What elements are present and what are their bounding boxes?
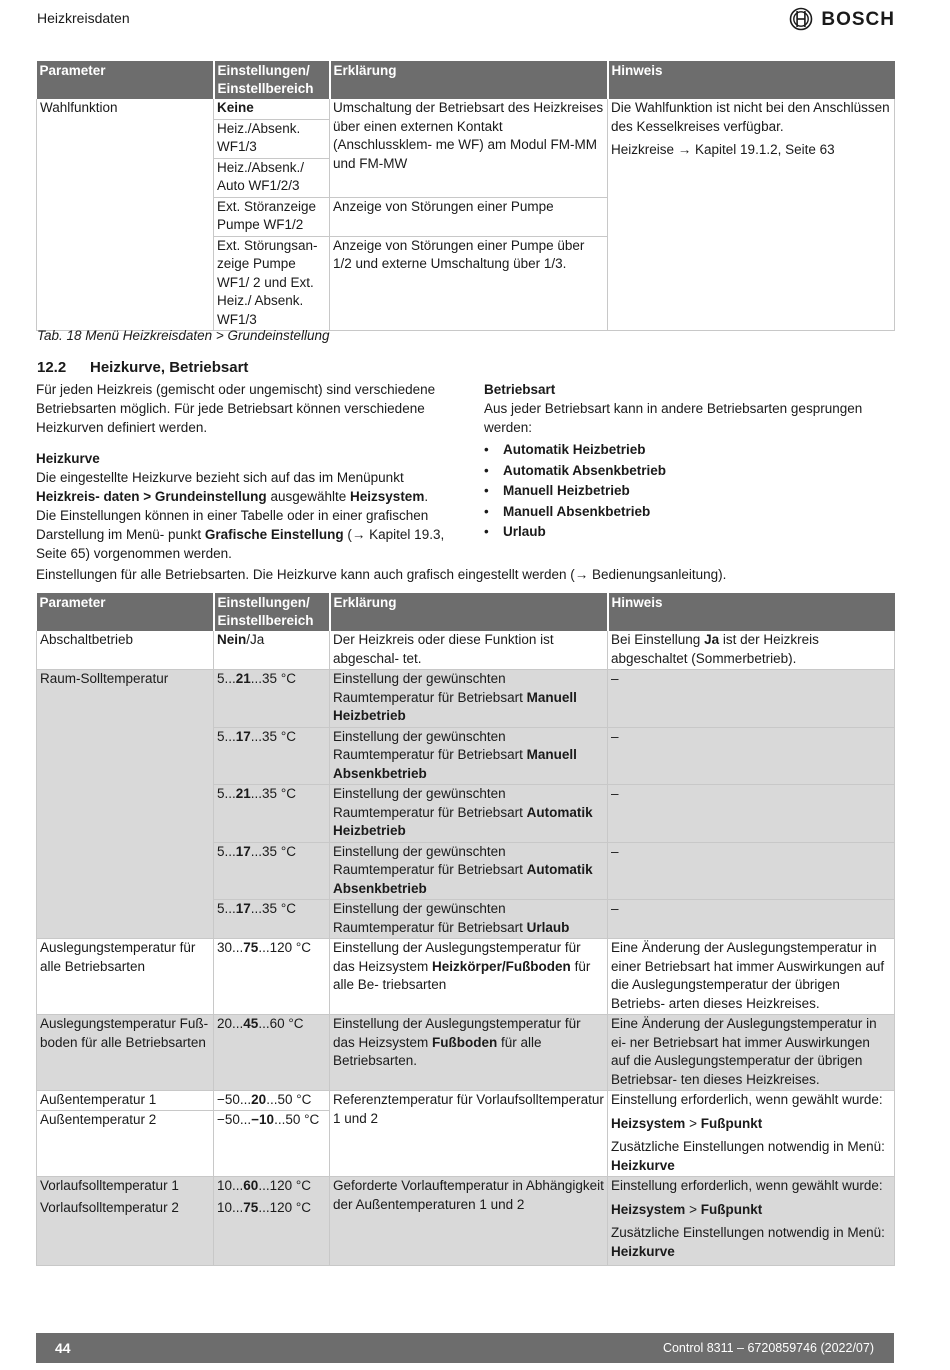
heizkurve-text-1: Die eingestellte Heizkurve bezieht sich auf das im Menüpunkt: [36, 470, 404, 485]
range-min: 5...: [217, 786, 236, 801]
list-item: • Urlaub: [484, 522, 904, 543]
col-header-hint: Hinweis: [608, 593, 895, 631]
hint-bold: Heizsystem: [611, 1201, 686, 1217]
explain-text: Einstellung der Auslegungstemperatur für das Heizsystem: [333, 1016, 581, 1050]
table-row: [37, 1091, 895, 1177]
col-header-explanation: Erklärung: [330, 61, 608, 99]
table-row: [37, 670, 895, 728]
bosch-logo: [789, 7, 895, 31]
range-default: 17: [235, 901, 251, 916]
setting-aussen-2: [214, 1110, 329, 1130]
setting-vorlauf-2: [217, 1199, 326, 1218]
range-default: 17: [235, 728, 251, 744]
param-cell: Auslegungstemperatur Fuß- boden für alle Betriebsarten: [37, 1015, 214, 1091]
setting-cell: [214, 727, 330, 785]
range-min: 5...: [217, 671, 236, 686]
setting-default: Keine: [217, 100, 254, 115]
explain-cell: Geforderte Vorlauftemperatur in Abhängigkeit der Außentemperaturen 1 und 2: [330, 1177, 608, 1266]
betriebsart-heading: Betriebsart: [484, 382, 556, 397]
range-min: 30...: [217, 940, 244, 955]
setting-cell: [214, 631, 330, 670]
hint-path: [611, 1115, 891, 1134]
setting-cell: [214, 1015, 330, 1091]
explain-text: für alle Betriebsarten.: [333, 1034, 542, 1068]
col-header-parameter: Parameter: [37, 593, 214, 631]
range-max: ...60 °C: [258, 1016, 304, 1031]
range-default: 21: [235, 671, 251, 686]
range-min: −50...: [217, 1092, 252, 1107]
range-max: ...50 °C: [266, 1092, 312, 1107]
setting-cell: [214, 900, 330, 939]
table-row: [37, 99, 895, 119]
hint-bold: Ja: [704, 632, 720, 647]
param-cell: Auslegungstemperatur für alle Betriebsarten: [37, 939, 214, 1015]
intro-paragraph: Für jeden Heizkreis (gemischt oder ungemischt) sind verschiedene Betriebsarten möglich. Für jede Betriebsart können verschiedene Heizkurven definiert werden.: [36, 382, 436, 435]
col-header-settings: Einstellungen/ Einstellbereich: [214, 61, 330, 99]
page-number: 44: [55, 1339, 71, 1356]
section-heading: [37, 358, 248, 377]
explain-cell: [330, 1015, 608, 1091]
mode-list: [484, 440, 904, 543]
hint-text: Zusätzliche Einstellungen notwendig in Menü:: [611, 1225, 885, 1240]
range-min: 5...: [217, 728, 236, 744]
hint-cell: [608, 1177, 895, 1266]
hint-cell: –: [608, 900, 895, 939]
param-cell: Wahlfunktion: [37, 99, 214, 331]
betriebsart-text: Aus jeder Betriebsart kann in andere Betriebsarten gesprungen werden:: [484, 401, 863, 435]
explain-mode: Urlaub: [526, 919, 570, 935]
hint-path: [611, 1201, 891, 1220]
range-max: ...35 °C: [250, 728, 296, 744]
setting-cell: Ext. Störanzeige Pumpe WF1/2: [214, 197, 330, 236]
range-max: ...35 °C: [250, 843, 296, 859]
range-max: ...120 °C: [258, 1199, 311, 1215]
explain-mode: Automatik Heizbetrieb: [333, 804, 593, 838]
explain-cell: [330, 727, 608, 785]
setting-cell: [214, 785, 330, 843]
setting-cell: [214, 939, 330, 1015]
range-default: 17: [235, 843, 251, 859]
setting-cell: Heiz./Absenk./ Auto WF1/2/3: [214, 158, 330, 197]
explain-cell: [330, 670, 608, 728]
bosch-armature-icon: [789, 7, 813, 31]
range-default: 45: [243, 1016, 259, 1031]
list-item: • Automatik Absenkbetrieb: [484, 461, 904, 482]
table-row: [37, 1177, 895, 1266]
param-aussen-1: Außentemperatur 1: [40, 1092, 157, 1107]
range-min: 5...: [217, 901, 236, 916]
setting-default: Nein: [217, 632, 247, 647]
hint-text: Zusätzliche Einstellungen notwendig in Menü:: [611, 1139, 885, 1154]
heizkurve-text-3: . Die Einstellungen können in einer Tabelle oder in einer grafischen Darstellung im Menü- punkt: [36, 489, 429, 542]
range-max: ...35 °C: [250, 901, 296, 916]
range-max: ...35 °C: [250, 786, 296, 801]
page-header-title: Heizkreisdaten: [37, 10, 130, 26]
list-item: • Manuell Heizbetrieb: [484, 481, 904, 502]
explain-cell: Anzeige von Störungen einer Pumpe über 1/2 und externe Umschaltung über 1/3.: [330, 236, 608, 331]
setting-cell: [214, 670, 330, 728]
param-vorlauf-1: Vorlaufsolltemperatur 1: [40, 1178, 179, 1193]
heizkurve-text-2: ausgewählte: [270, 489, 347, 504]
setting-range: /Ja: [246, 632, 265, 647]
range-default: −10: [251, 1111, 275, 1127]
document-reference: Control 8311 – 6720859746 (2022/07): [662, 1340, 874, 1355]
hint-text: Einstellung erforderlich, wenn gewählt wurde:: [611, 1092, 883, 1107]
hint-link: Heizkreise → Kapitel 19.1.2, Seite 63: [611, 142, 835, 157]
heizkurve-text-4: (→ Kapitel 19.3, Seite 65) vorgenommen werden.: [36, 527, 445, 561]
setting-cell: [214, 99, 330, 119]
explain-text: Einstellung der gewünschten Raumtemperatur für Betriebsart: [333, 901, 523, 935]
explain-bold: Heizkörper/Fußboden: [432, 958, 571, 974]
hint-cell: –: [608, 785, 895, 843]
param-cell: Abschaltbetrieb: [37, 631, 214, 670]
hint-cell: Eine Änderung der Auslegungstemperatur in ei- ner Betriebsart hat immer Auswirkungen auf die Auslegungstemperatur der übrigen Betriebsar- ten dieses Heizkreises.: [608, 1015, 895, 1091]
setting-cell: [214, 1091, 330, 1177]
range-min: 10...: [217, 1178, 244, 1193]
setting-vorlauf-1: [217, 1177, 326, 1196]
heizkurve-grafische: Grafische Einstellung: [204, 527, 344, 542]
setting-cell: [214, 1177, 330, 1266]
table-heizkurve: [36, 593, 895, 1266]
hint-text: ist der Heizkreis abgeschaltet (Sommerbetrieb).: [611, 632, 819, 666]
range-max: ...35 °C: [250, 671, 296, 686]
range-default: 75: [243, 1199, 259, 1215]
setting-cell: Heiz./Absenk. WF1/3: [214, 119, 330, 158]
hint-sep: >: [689, 1115, 697, 1131]
page-footer: [36, 1333, 894, 1363]
hint-cell: Eine Änderung der Auslegungstemperatur in einer Betriebsart hat immer Auswirkungen auf die Auslegungstemperatur der übrigen Betriebs- arten dieses Heizkreises.: [608, 939, 895, 1015]
settings-intro-line: Einstellungen für alle Betriebsarten. Die Heizkurve kann auch grafisch eingestellt werden (→ Bedienungsanleitung).: [36, 567, 727, 582]
section-number: 12.2: [37, 359, 67, 376]
hint-text: Die Wahlfunktion ist nicht bei den Anschlüssen des Kesselkreises verfügbar.: [611, 100, 890, 134]
col-header-explanation: Erklärung: [330, 593, 608, 631]
explain-cell: Der Heizkreis oder diese Funktion ist abgeschal- tet.: [330, 631, 608, 670]
hint-bold: Fußpunkt: [700, 1201, 763, 1217]
hint-cell: –: [608, 670, 895, 728]
hint-bold: Heizkurve: [611, 1157, 675, 1173]
right-column: [484, 380, 904, 543]
range-default: 75: [243, 940, 259, 955]
range-max: ...50 °C: [274, 1111, 320, 1127]
table-header-row: [37, 61, 895, 99]
heizkurve-menu-ref: Heizkreis- daten > Grundeinstellung: [36, 489, 267, 504]
hint-text: Einstellung erforderlich, wenn gewählt wurde:: [611, 1178, 883, 1193]
hint-cell: –: [608, 727, 895, 785]
setting-cell: Ext. Störungsan- zeige Pumpe WF1/ 2 und Ext. Heiz./ Absenk. WF1/3: [214, 236, 330, 331]
range-max: ...120 °C: [258, 940, 311, 955]
range-min: 20...: [217, 1016, 244, 1031]
hint-bold: Fußpunkt: [700, 1115, 763, 1131]
list-item: • Automatik Heizbetrieb: [484, 440, 904, 461]
range-default: 60: [243, 1178, 259, 1193]
explain-cell: [330, 900, 608, 939]
param-aussen-2: Außentemperatur 2: [37, 1110, 213, 1130]
explain-cell: [330, 785, 608, 843]
range-max: ...120 °C: [258, 1178, 311, 1193]
section-title: Heizkurve, Betriebsart: [90, 359, 249, 376]
hint-cell: –: [608, 842, 895, 900]
explain-cell: Umschaltung der Betriebsart des Heizkreises über einen externen Kontakt (Anschlussklem- me WF) am Modul FM-MM und FM-MW: [330, 99, 608, 197]
col-header-settings: Einstellungen/ Einstellbereich: [214, 593, 330, 631]
heizkurve-paragraph: [36, 468, 448, 563]
heizkurve-heizsystem: Heizsystem: [350, 489, 425, 504]
explain-text: Einstellung der gewünschten Raumtemperatur für Betriebsart: [333, 843, 523, 877]
explain-text: für alle Be- triebsarten: [333, 958, 591, 992]
table-row: [37, 631, 895, 670]
explain-mode: Manuell Absenkbetrieb: [333, 747, 577, 781]
param-cell: [37, 1177, 214, 1266]
setting-aussen-1: [217, 1091, 326, 1110]
explain-cell: Referenztemperatur für Vorlaufsolltemperatur 1 und 2: [330, 1091, 608, 1177]
hint-cell: [608, 99, 895, 331]
heizkurve-heading: Heizkurve: [36, 451, 100, 466]
hint-cell: [608, 631, 895, 670]
explain-cell: Anzeige von Störungen einer Pumpe: [330, 197, 608, 236]
range-min: −50...: [217, 1111, 252, 1127]
param-vorlauf-2: Vorlaufsolltemperatur 2: [40, 1199, 179, 1215]
table-caption: Tab. 18 Menü Heizkreisdaten > Grundeinstellung: [37, 328, 330, 343]
hint-bold: Heizsystem: [611, 1115, 686, 1131]
table-header-row: [37, 593, 895, 631]
explain-text: Einstellung der gewünschten Raumtemperatur für Betriebsart: [333, 671, 523, 705]
explain-mode: Manuell Heizbetrieb: [333, 689, 577, 723]
setting-cell: [214, 842, 330, 900]
col-header-hint: Hinweis: [608, 61, 895, 99]
left-column: [36, 380, 448, 563]
param-cell: [37, 1091, 214, 1177]
explain-text: Einstellung der Auslegungstemperatur für das Heizsystem: [333, 940, 581, 974]
table-row: [37, 1015, 895, 1091]
hint-cell: [608, 1091, 895, 1177]
table-row: [37, 939, 895, 1015]
explain-cell: [330, 939, 608, 1015]
explain-text: Einstellung der gewünschten Raumtemperatur für Betriebsart: [333, 786, 523, 820]
col-header-parameter: Parameter: [37, 61, 214, 99]
range-default: 20: [251, 1092, 267, 1107]
range-min: 10...: [217, 1199, 244, 1215]
brand-name: BOSCH: [821, 8, 895, 30]
param-cell: Raum-Solltemperatur: [37, 670, 214, 939]
range-default: 21: [235, 786, 251, 801]
list-item: • Manuell Absenkbetrieb: [484, 502, 904, 523]
explain-bold: Fußboden: [432, 1034, 498, 1050]
hint-bold: Heizkurve: [611, 1243, 675, 1259]
explain-mode: Automatik Absenkbetrieb: [333, 862, 593, 896]
table-grundeinstellung: [36, 61, 895, 331]
explain-cell: [330, 842, 608, 900]
range-min: 5...: [217, 843, 236, 859]
explain-text: Einstellung der gewünschten Raumtemperatur für Betriebsart: [333, 728, 523, 762]
hint-sep: >: [689, 1201, 697, 1217]
hint-text: Bei Einstellung: [611, 632, 701, 647]
